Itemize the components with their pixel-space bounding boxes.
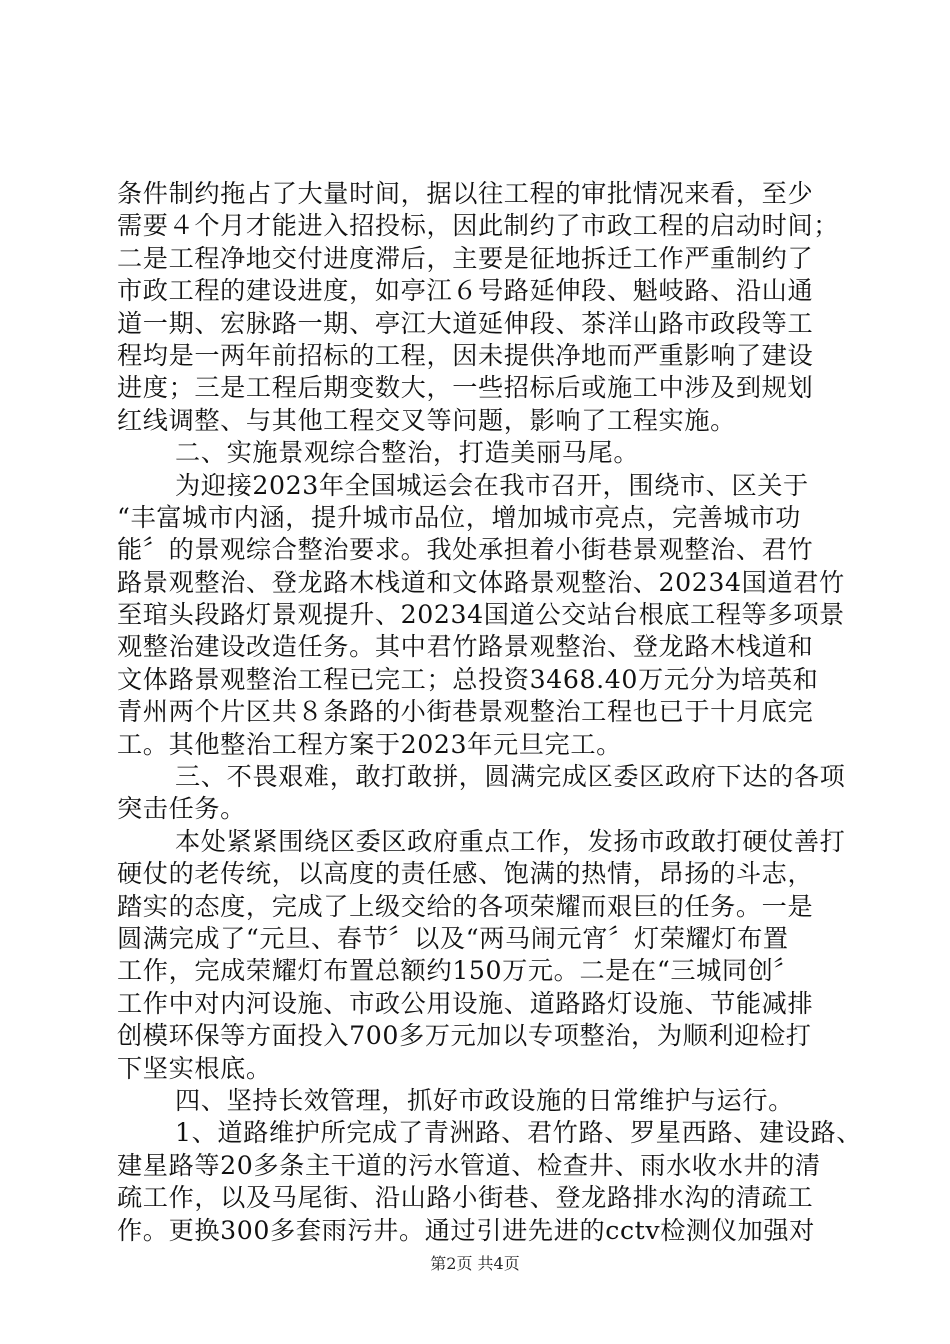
text-line: 圆满完成了“元旦、春节〞以及“两马闹元宵〞灯荣耀灯布置 [117, 923, 789, 953]
text-line: 硬仗的老传统，以高度的责任感、饱满的热情，昂扬的斗志， [117, 859, 814, 889]
text-line: 建星路等20多条主干道的污水管道、检查井、雨水收水井的清 [117, 1150, 821, 1180]
text-line: 工作中对内河设施、市政公用设施、道路路灯设施、节能减排 [117, 988, 814, 1018]
text-line: 作。更换300多套雨污井。通过引进先进的cctv检测仪加强对 [117, 1215, 815, 1245]
text-line: 创模环保等方面投入700多万元加以专项整治，为顺利迎检打 [117, 1021, 812, 1051]
text-line: 下坚实根底。 [117, 1053, 272, 1083]
text-line: 工作，完成荣耀灯布置总额约150万元。二是在“三城同创〞 [117, 956, 800, 986]
text-line: 至琯头段路灯景观提升、20234国道公交站台根底工程等多项景 [117, 600, 845, 630]
page-footer: 第2页 共4页 [430, 1254, 520, 1273]
text-line: 能〞的景观综合整治要求。我处承担着小街巷景观整治、君竹 [117, 535, 814, 565]
text-line: 二是工程净地交付进度滞后，主要是征地拆迁工作严重制约了 [117, 243, 814, 273]
text-line: 疏工作，以及马尾街、沿山路小街巷、登龙路排水沟的清疏工 [117, 1183, 814, 1213]
text-line: 1、道路维护所完成了青洲路、君竹路、罗星西路、建设路、 [175, 1118, 863, 1148]
text-line: 工。其他整治工程方案于2023年元旦完工。 [117, 729, 622, 759]
text-line: 需要４个月才能进入招投标，因此制约了市政工程的启动时间； [117, 211, 840, 241]
text-line: 本处紧紧围绕区委区政府重点工作，发扬市政敢打硬仗善打 [175, 826, 846, 856]
text-line: 三、不畏艰难，敢打敢拼，圆满完成区委区政府下达的各项 [175, 762, 846, 792]
text-line: 突击任务。 [117, 794, 246, 824]
text-line: 四、坚持长效管理，抓好市政设施的日常维护与运行。 [175, 1085, 794, 1115]
text-line: 程均是一两年前招标的工程，因未提供净地而严重影响了建设 [117, 340, 814, 370]
text-line: “丰富城市内涵，提升城市品位，增加城市亮点，完善城市功 [117, 502, 801, 532]
text-line: 为迎接2023年全国城运会在我市召开，围绕市、区关于 [175, 470, 809, 500]
text-line: 道一期、宏脉路一期、亭江大道延伸段、茶洋山路市政段等工 [117, 308, 814, 338]
text-line: 观整治建设改造任务。其中君竹路景观整治、登龙路木栈道和 [117, 632, 814, 662]
text-line: 二、实施景观综合整治，打造美丽马尾。 [175, 438, 640, 468]
text-line: 路景观整治、登龙路木栈道和文体路景观整治、20234国道君竹 [117, 567, 845, 597]
text-line: 文体路景观整治工程已完工；总投资3468.40万元分为培英和 [117, 664, 819, 694]
text-line: 进度；三是工程后期变数大，一些招标后或施工中涉及到规划 [117, 373, 814, 403]
text-line: 条件制约拖占了大量时间，据以往工程的审批情况来看，至少 [117, 179, 814, 208]
text-line: 市政工程的建设进度，如亭江６号路延伸段、魁岐路、沿山通 [117, 276, 814, 306]
text-line: 青州两个片区共８条路的小街巷景观整治工程也已于十月底完 [117, 697, 814, 727]
text-line: 踏实的态度，完成了上级交给的各项荣耀而艰巨的任务。一是 [117, 891, 814, 921]
body-text [117, 178, 863, 1247]
text-line: 红线调整、与其他工程交叉等问题，影响了工程实施。 [117, 405, 736, 435]
